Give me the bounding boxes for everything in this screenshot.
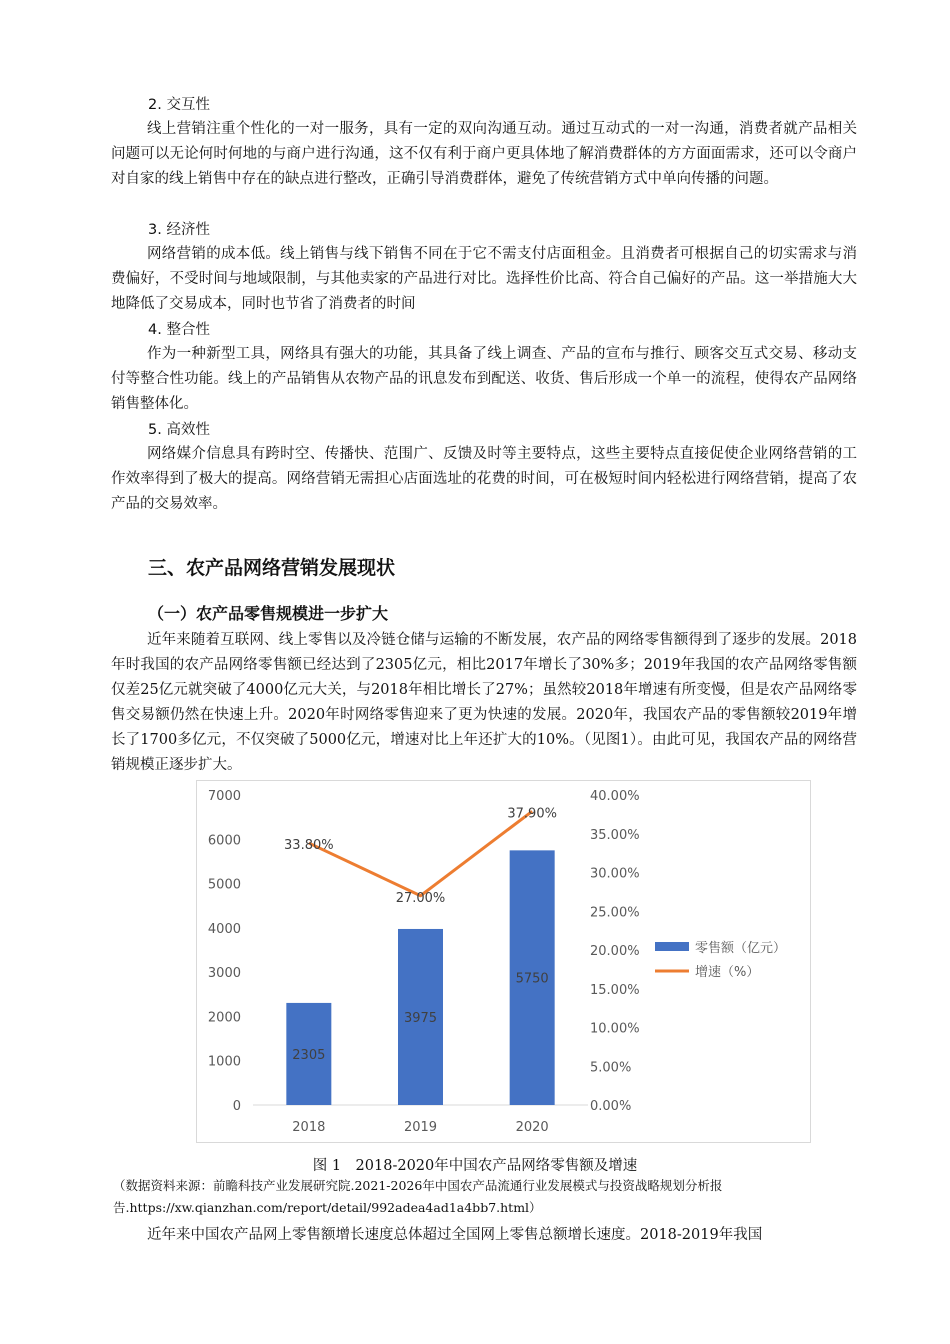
legend-swatch-retail bbox=[655, 942, 689, 951]
left-axis-tick-label: 2000 bbox=[207, 1010, 241, 1026]
bar-data-label: 2305 bbox=[292, 1047, 326, 1063]
right-axis-tick-label: 10.00% bbox=[590, 1021, 640, 1037]
line-growth-rate bbox=[309, 811, 532, 895]
left-axis-tick-label: 6000 bbox=[207, 833, 241, 849]
right-axis-tick-label: 25.00% bbox=[590, 905, 640, 921]
left-axis-tick-label: 1000 bbox=[207, 1054, 241, 1070]
chapter-heading: 三、农产品网络营销发展现状 bbox=[148, 557, 396, 579]
line-data-label: 27.00% bbox=[395, 890, 446, 906]
right-axis-tick-label: 0.00% bbox=[590, 1099, 632, 1114]
right-axis-tick-label: 35.00% bbox=[590, 827, 640, 843]
legend-label-retail: 零售额（亿元） bbox=[695, 941, 787, 956]
left-axis-tick-label: 0 bbox=[232, 1099, 241, 1114]
left-axis-tick-label: 7000 bbox=[207, 789, 241, 804]
right-axis-tick-label: 15.00% bbox=[590, 982, 640, 998]
legend-label-growth: 增速（%） bbox=[695, 965, 760, 980]
left-axis-tick-label: 3000 bbox=[207, 966, 241, 982]
chart-frame bbox=[196, 780, 811, 1143]
section-text-efficiency: 网络媒介信息具有跨时空、传播快、范围广、反馈及时等主要特点，这些主要特点直接促使企业网络营销的工作效率得到了极大的提高。网络营销无需担心店面选址的花费的时间，可在极短时间内轻松进行网络营销，提高了农产品的交易效率。 bbox=[111, 446, 857, 512]
x-axis-tick-label: 2018 bbox=[292, 1120, 326, 1135]
left-axis-tick-label: 5000 bbox=[207, 877, 241, 893]
subsection-heading: （一）农产品零售规模进一步扩大 bbox=[148, 604, 389, 623]
figure-source: （数据资料来源：前瞻科技产业发展研究院.2021-2026年中国农产品流通行业发展模式与投资战略规划分析报告.https://xw.qianzhan.com/report/detail/992adea4ad1a4bb7.html） bbox=[113, 1178, 723, 1215]
retail-chart bbox=[197, 781, 810, 1142]
line-data-label: 33.80% bbox=[284, 838, 334, 854]
right-axis-tick-label: 40.00% bbox=[590, 789, 640, 804]
section-heading-integration: 4. 整合性 bbox=[148, 322, 210, 338]
bar-data-label: 3975 bbox=[403, 1010, 438, 1026]
x-axis-tick-label: 2020 bbox=[515, 1120, 549, 1135]
body-paragraph: 近年来随着互联网、线上零售以及冷链仓储与运输的不断发展，农产品的网络零售额得到了逐步的发展。2018年时我国的农产品网络零售额已经达到了2305亿元，相比2017年增长了30%多；2019年我国的农产品网络零售额仅差25亿元就突破了4000亿元大关，与2018年相比增长了27%；虽然较2018年增速有所变慢，但是农产品网络零售交易额仍然在快速上升。2020年时网络零售迎来了更为快速的发展。2020年，我国农产品的零售额较2019年增长了1700多亿元，不仅突破了5000亿元，增速对比上年还扩大的10%。（见图1）。由此可见，我国农产品的网络营销规模正逐步扩大。 bbox=[111, 632, 857, 773]
trailing-paragraph: 近年来中国农产品网上零售额增长速度总体超过全国网上零售总额增长速度。2018-2019年我国 bbox=[147, 1227, 763, 1243]
section-text-interactivity: 线上营销注重个性化的一对一服务，具有一定的双向沟通互动。通过互动式的一对一沟通，消费者就产品相关问题可以无论何时何地的与商户进行沟通，这不仅有利于商户更具体地了解消费群体的方方面面需求，还可以令商户对自家的线上销售中存在的缺点进行整改，正确引导消费群体，避免了传统营销方式中单向传播的问题。 bbox=[111, 121, 857, 187]
x-axis-tick-label: 2019 bbox=[403, 1120, 438, 1135]
line-data-label: 37.90% bbox=[507, 806, 557, 822]
section-text-integration: 作为一种新型工具，网络具有强大的功能，其具备了线上调查、产品的宣布与推行、顾客交互式交易、移动支付等整合性功能。线上的产品销售从农物产品的讯息发布到配送、收货、售后形成一个单一的流程，使得农产品网络销售整体化。 bbox=[111, 346, 857, 412]
figure-caption: 图 1 2018-2020年中国农产品网络零售额及增速 bbox=[312, 1158, 638, 1174]
right-axis-tick-label: 20.00% bbox=[590, 944, 640, 959]
right-axis-tick-label: 30.00% bbox=[590, 866, 640, 882]
bar-data-label: 5750 bbox=[515, 971, 549, 987]
right-axis-tick-label: 5.00% bbox=[590, 1060, 632, 1076]
section-text-economy: 网络营销的成本低。线上销售与线下销售不同在于它不需支付店面租金。且消费者可根据自己的切实需求与消费偏好，不受时间与地域限制，与其他卖家的产品进行对比。选择性价比高、符合自己偏好的产品。这一举措施大大地降低了交易成本，同时也节省了消费者的时间 bbox=[111, 246, 857, 312]
section-heading-economy: 3. 经济性 bbox=[148, 222, 210, 238]
section-heading-efficiency: 5. 高效性 bbox=[148, 422, 210, 438]
left-axis-tick-label: 4000 bbox=[207, 921, 241, 937]
section-heading-interactivity: 2. 交互性 bbox=[148, 97, 210, 113]
